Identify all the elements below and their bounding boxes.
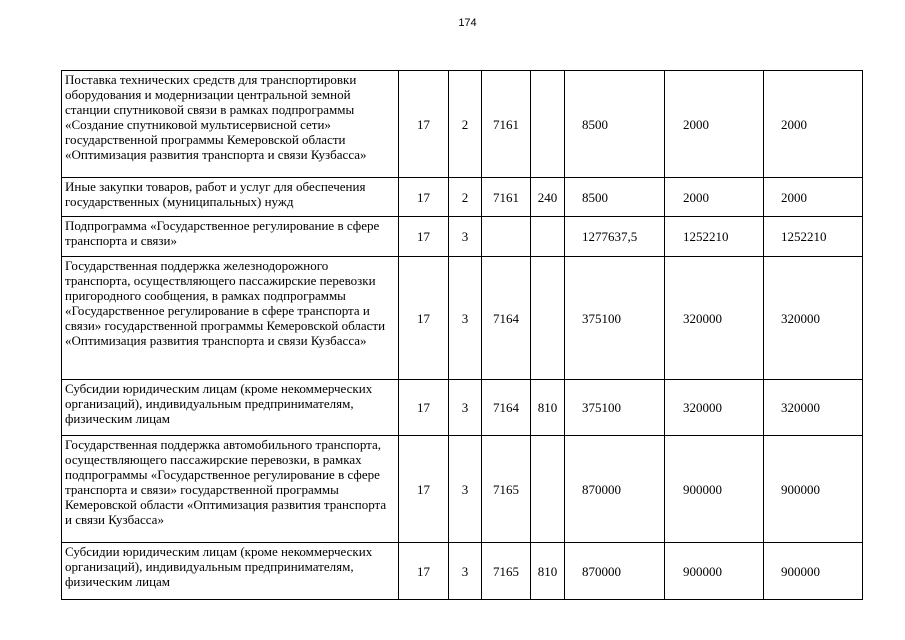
row-description: Субсидии юридическим лицам (кроме некоммерческих организаций), индивидуальным предпринимателям, физическим лицам [62, 543, 399, 600]
row-description: Государственная поддержка автомобильного транспорта, осуществляющего пассажирские перевозки, в рамках подпрограммы «Государственное регулирование в сфере транспорта и связи» государственной программы Кемеровской области «Оптимизация развития транспорта и связи Кузбасса» [62, 436, 399, 543]
subprogram-code: 3 [449, 543, 482, 600]
expense-type-code [531, 257, 565, 380]
amount-1: 8500 [565, 178, 665, 217]
row-description: Государственная поддержка железнодорожного транспорта, осуществляющего пассажирские перевозки пригородного сообщения, в рамках подпрограммы «Государственное регулирование в сфере транспорта и связи» государственной программы Кемеровской области «Оптимизация развития транспорта и связи Кузбасса» [62, 257, 399, 380]
amount-3: 320000 [764, 257, 863, 380]
table-row [62, 543, 863, 600]
target-item-code: 7164 [482, 380, 531, 436]
target-item-code [482, 217, 531, 257]
amount-1: 8500 [565, 71, 665, 178]
amount-1: 870000 [565, 436, 665, 543]
target-item-code: 7161 [482, 71, 531, 178]
expense-type-code: 240 [531, 178, 565, 217]
target-item-code: 7161 [482, 178, 531, 217]
target-item-code: 7164 [482, 257, 531, 380]
expense-type-code: 810 [531, 380, 565, 436]
amount-2: 2000 [665, 71, 764, 178]
table-row [62, 380, 863, 436]
amount-1: 870000 [565, 543, 665, 600]
amount-3: 900000 [764, 436, 863, 543]
amount-3: 2000 [764, 178, 863, 217]
subprogram-code: 2 [449, 71, 482, 178]
section-code: 17 [399, 436, 449, 543]
row-description: Субсидии юридическим лицам (кроме некоммерческих организаций), индивидуальным предпринимателям, физическим лицам [62, 380, 399, 436]
row-description: Иные закупки товаров, работ и услуг для обеспечения государственных (муниципальных) нужд [62, 178, 399, 217]
subprogram-code: 2 [449, 178, 482, 217]
table-row [62, 71, 863, 178]
amount-3: 320000 [764, 380, 863, 436]
section-code: 17 [399, 217, 449, 257]
subprogram-code: 3 [449, 436, 482, 543]
amount-1: 1277637,5 [565, 217, 665, 257]
table-row [62, 436, 863, 543]
target-item-code: 7165 [482, 543, 531, 600]
amount-2: 320000 [665, 257, 764, 380]
amount-2: 1252210 [665, 217, 764, 257]
row-description: Поставка технических средств для транспортировки оборудования и модернизации центральной земной станции спутниковой связи в рамках подпрограммы «Создание спутниковой мультисервисной сети» государственной программы Кемеровской области «Оптимизация развития транспорта и связи Кузбасса» [62, 71, 399, 178]
section-code: 17 [399, 380, 449, 436]
amount-1: 375100 [565, 257, 665, 380]
amount-2: 900000 [665, 436, 764, 543]
amount-3: 1252210 [764, 217, 863, 257]
subprogram-code: 3 [449, 217, 482, 257]
section-code: 17 [399, 543, 449, 600]
target-item-code: 7165 [482, 436, 531, 543]
amount-2: 320000 [665, 380, 764, 436]
expense-type-code: 810 [531, 543, 565, 600]
subprogram-code: 3 [449, 380, 482, 436]
amount-3: 900000 [764, 543, 863, 600]
section-code: 17 [399, 257, 449, 380]
table-row [62, 178, 863, 217]
section-code: 17 [399, 178, 449, 217]
expense-type-code [531, 217, 565, 257]
expense-type-code [531, 436, 565, 543]
amount-2: 900000 [665, 543, 764, 600]
expense-type-code [531, 71, 565, 178]
amount-1: 375100 [565, 380, 665, 436]
table-row [62, 217, 863, 257]
row-description: Подпрограмма «Государственное регулирование в сфере транспорта и связи» [62, 217, 399, 257]
subprogram-code: 3 [449, 257, 482, 380]
amount-2: 2000 [665, 178, 764, 217]
budget-table [61, 70, 863, 600]
amount-3: 2000 [764, 71, 863, 178]
table-row [62, 257, 863, 380]
page-number: 174 [458, 17, 477, 29]
section-code: 17 [399, 71, 449, 178]
